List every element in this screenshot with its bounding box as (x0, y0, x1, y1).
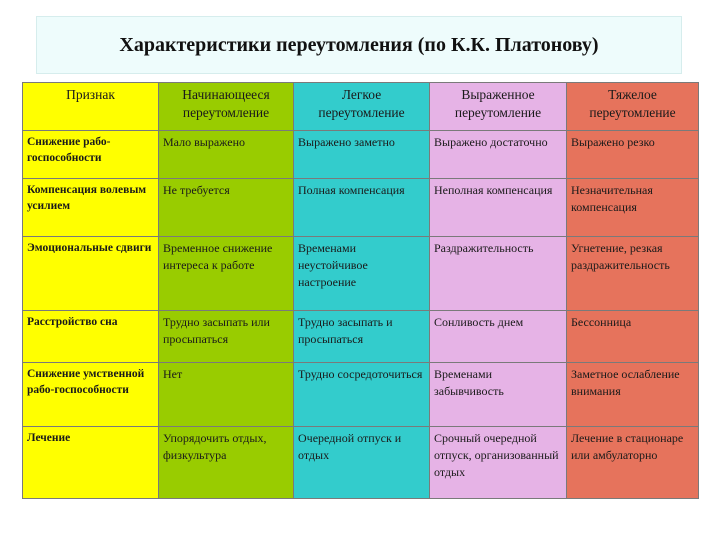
table-cell: Срочный очередной отпуск, организованный отдых (430, 427, 567, 499)
column-header-pronounced: Выраженное переутомление (430, 83, 567, 131)
table-row (23, 237, 699, 311)
column-header-severe: Тяжелое переутомление (567, 83, 699, 131)
table-cell: Бессонница (567, 311, 699, 363)
page-title: Характеристики переутомления (по К.К. Платонову) (36, 16, 682, 74)
table-cell: Заметное ослабление внимания (567, 363, 699, 427)
table-row (23, 363, 699, 427)
table-cell: Раздражительность (430, 237, 567, 311)
column-header-light: Легкое переутомление (294, 83, 430, 131)
row-label: Снижение рабо-госпособности (23, 131, 159, 179)
table-cell: Очередной отпуск и отдых (294, 427, 430, 499)
table-cell: Мало выражено (159, 131, 294, 179)
column-header-beginning: Начинающееся переутомление (159, 83, 294, 131)
table-cell: Выражено достаточно (430, 131, 567, 179)
table-cell: Сонливость днем (430, 311, 567, 363)
table-row (23, 131, 699, 179)
table-cell: Выражено резко (567, 131, 699, 179)
table-cell: Выражено заметно (294, 131, 430, 179)
table-cell: Нет (159, 363, 294, 427)
row-label: Лечение (23, 427, 159, 499)
column-header-sign: Признак (23, 83, 159, 131)
row-label: Компенсация волевым усилием (23, 179, 159, 237)
table-cell: Неполная компенсация (430, 179, 567, 237)
table-cell: Полная компенсация (294, 179, 430, 237)
table-cell: Временное снижение интереса к работе (159, 237, 294, 311)
row-label: Расстройство сна (23, 311, 159, 363)
row-label: Эмоциональные сдвиги (23, 237, 159, 311)
table-cell: Угнетение, резкая раздражительность (567, 237, 699, 311)
table-cell: Временами неустойчивое настроение (294, 237, 430, 311)
table-row (23, 179, 699, 237)
table-cell: Трудно засыпать и просыпаться (294, 311, 430, 363)
table-cell: Временами забывчивость (430, 363, 567, 427)
table-header-row (23, 83, 699, 131)
row-label: Снижение умственной рабо-госпособности (23, 363, 159, 427)
table-cell: Трудно засыпать или просыпаться (159, 311, 294, 363)
fatigue-table (22, 82, 699, 499)
table-cell: Не требуется (159, 179, 294, 237)
table-row (23, 427, 699, 499)
table-cell: Незначительная компенсация (567, 179, 699, 237)
table-cell: Трудно сосредоточиться (294, 363, 430, 427)
table-cell: Лечение в стационаре или амбулаторно (567, 427, 699, 499)
table-row (23, 311, 699, 363)
table-cell: Упорядочить отдых, физкультура (159, 427, 294, 499)
